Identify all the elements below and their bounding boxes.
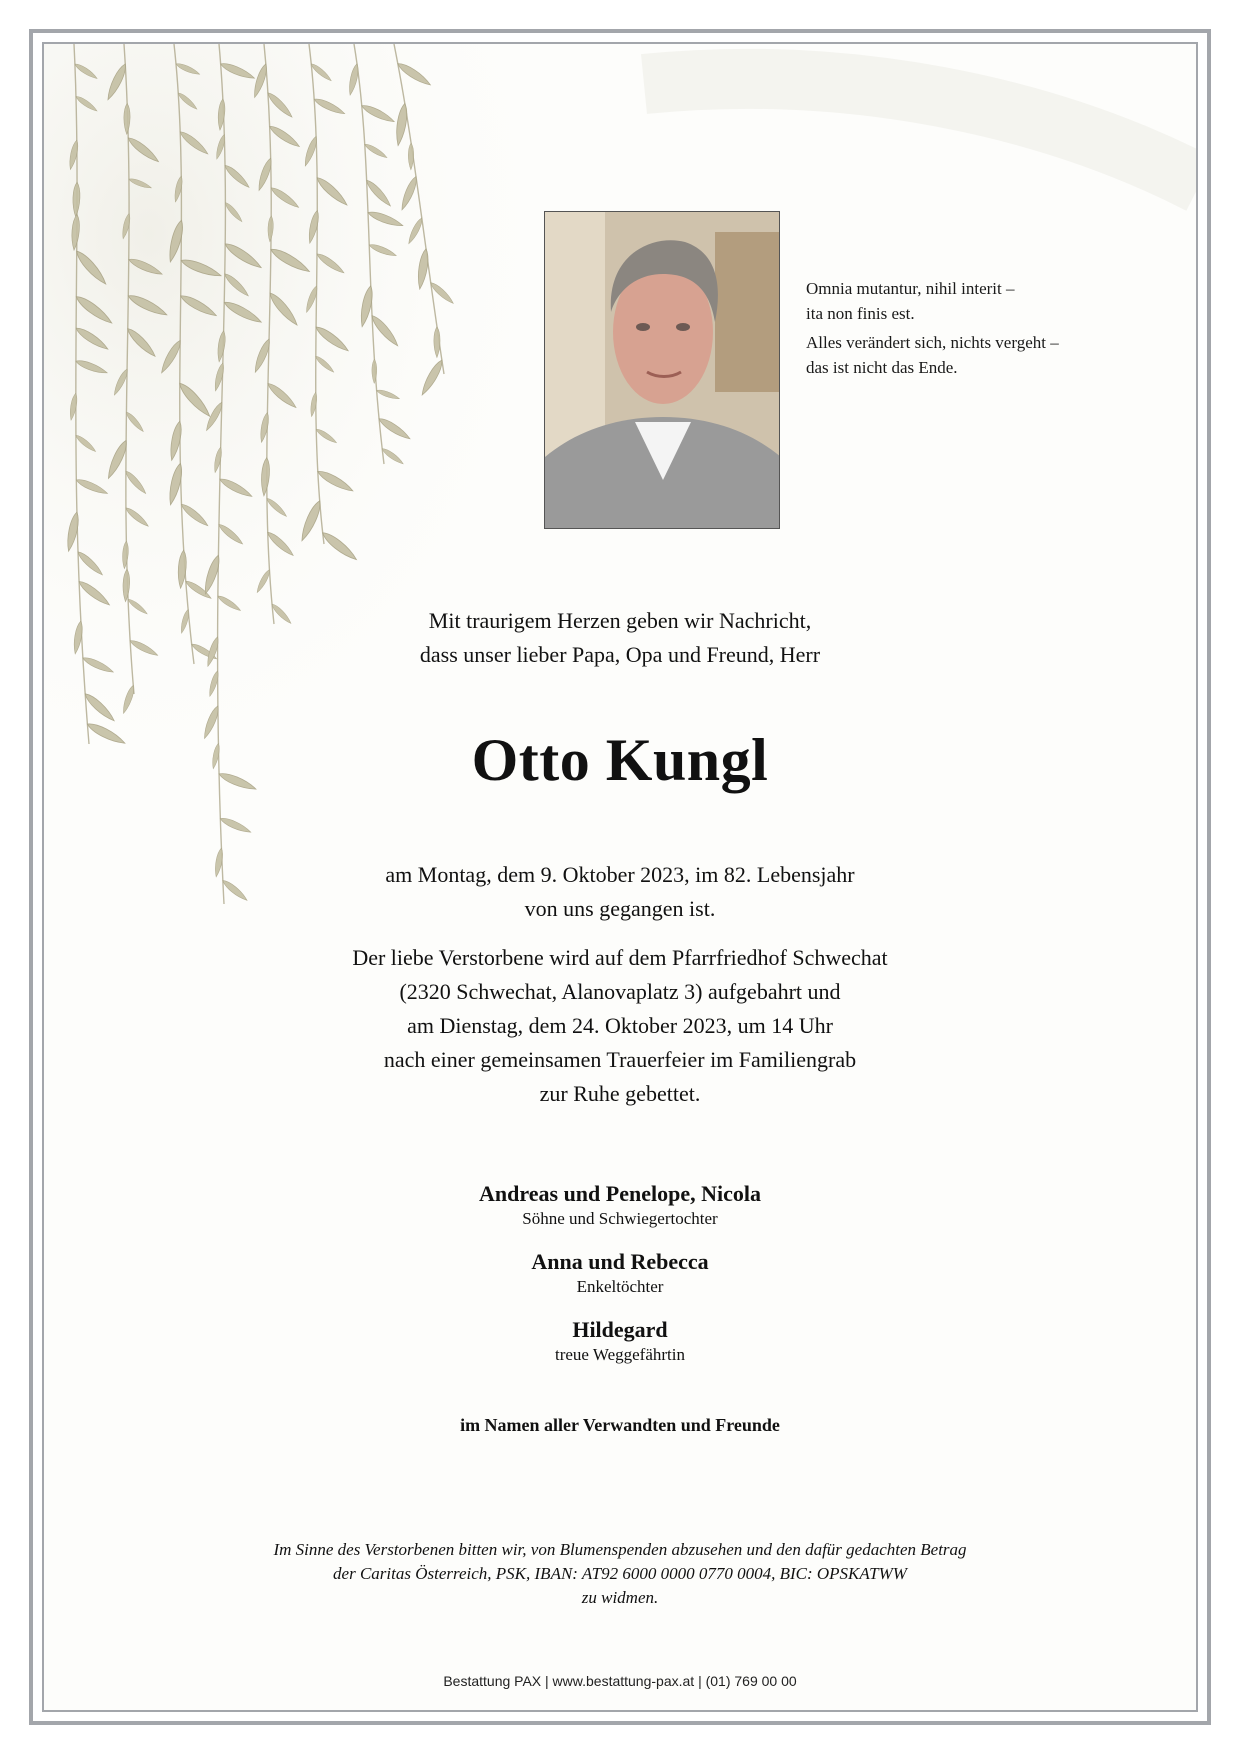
death-notice bbox=[0, 858, 1240, 926]
quote-german bbox=[806, 330, 1126, 380]
donation-line3: zu widmen. bbox=[581, 1588, 659, 1607]
quote-block bbox=[806, 276, 1126, 384]
mourners-list bbox=[0, 1180, 1240, 1384]
mourner-relation: Enkeltöchter bbox=[576, 1277, 664, 1296]
quote-latin bbox=[806, 276, 1126, 326]
mourner-entry bbox=[0, 1180, 1240, 1230]
funeral-line2: (2320 Schwechat, Alanovaplatz 3) aufgebahrt und bbox=[399, 979, 841, 1004]
intro-text bbox=[0, 604, 1240, 672]
death-line1: am Montag, dem 9. Oktober 2023, im 82. Lebensjahr bbox=[385, 862, 855, 887]
deceased-name: Otto Kungl bbox=[471, 727, 769, 793]
donation-line2: der Caritas Österreich, PSK, IBAN: AT92 6000 0000 0770 0004, BIC: OPSKATWW bbox=[333, 1564, 907, 1583]
funeral-line5: zur Ruhe gebettet. bbox=[539, 1081, 701, 1106]
closing-line: im Namen aller Verwandten und Freunde bbox=[460, 1415, 780, 1435]
mourner-names: Hildegard bbox=[572, 1317, 668, 1342]
mourner-entry bbox=[0, 1316, 1240, 1366]
donation-request bbox=[0, 1538, 1240, 1610]
funeral-details bbox=[0, 941, 1240, 1111]
mourner-relation: Söhne und Schwiegertochter bbox=[522, 1209, 718, 1228]
donation-line1: Im Sinne des Verstorbenen bitten wir, von Blumenspenden abzusehen und den dafür gedachten Betrag bbox=[273, 1540, 967, 1559]
mourner-entry bbox=[0, 1248, 1240, 1298]
death-line2: von uns gegangen ist. bbox=[524, 896, 716, 921]
mourner-relation: treue Weggefährtin bbox=[554, 1345, 685, 1364]
intro-line2: dass unser lieber Papa, Opa und Freund, Herr bbox=[419, 642, 821, 667]
intro-line1: Mit traurigem Herzen geben wir Nachricht, bbox=[428, 608, 812, 633]
funeral-line4: nach einer gemeinsamen Trauerfeier im Familiengrab bbox=[383, 1047, 857, 1072]
funeral-line3: am Dienstag, dem 24. Oktober 2023, um 14 Uhr bbox=[407, 1013, 833, 1038]
quote-latin-line2: ita non finis est. bbox=[806, 304, 915, 323]
mourner-names: Anna und Rebecca bbox=[531, 1249, 709, 1274]
funeral-line1: Der liebe Verstorbene wird auf dem Pfarrfriedhof Schwechat bbox=[352, 945, 888, 970]
quote-german-line1: Alles verändert sich, nichts vergeht – bbox=[806, 333, 1059, 352]
portrait-photo bbox=[544, 211, 780, 529]
mourner-names: Andreas und Penelope, Nicola bbox=[479, 1181, 761, 1206]
footer-contact: Bestattung PAX | www.bestattung-pax.at | (01) 769 00 00 bbox=[443, 1673, 797, 1689]
quote-latin-line1: Omnia mutantur, nihil interit – bbox=[806, 279, 1015, 298]
quote-german-line2: das ist nicht das Ende. bbox=[806, 358, 958, 377]
